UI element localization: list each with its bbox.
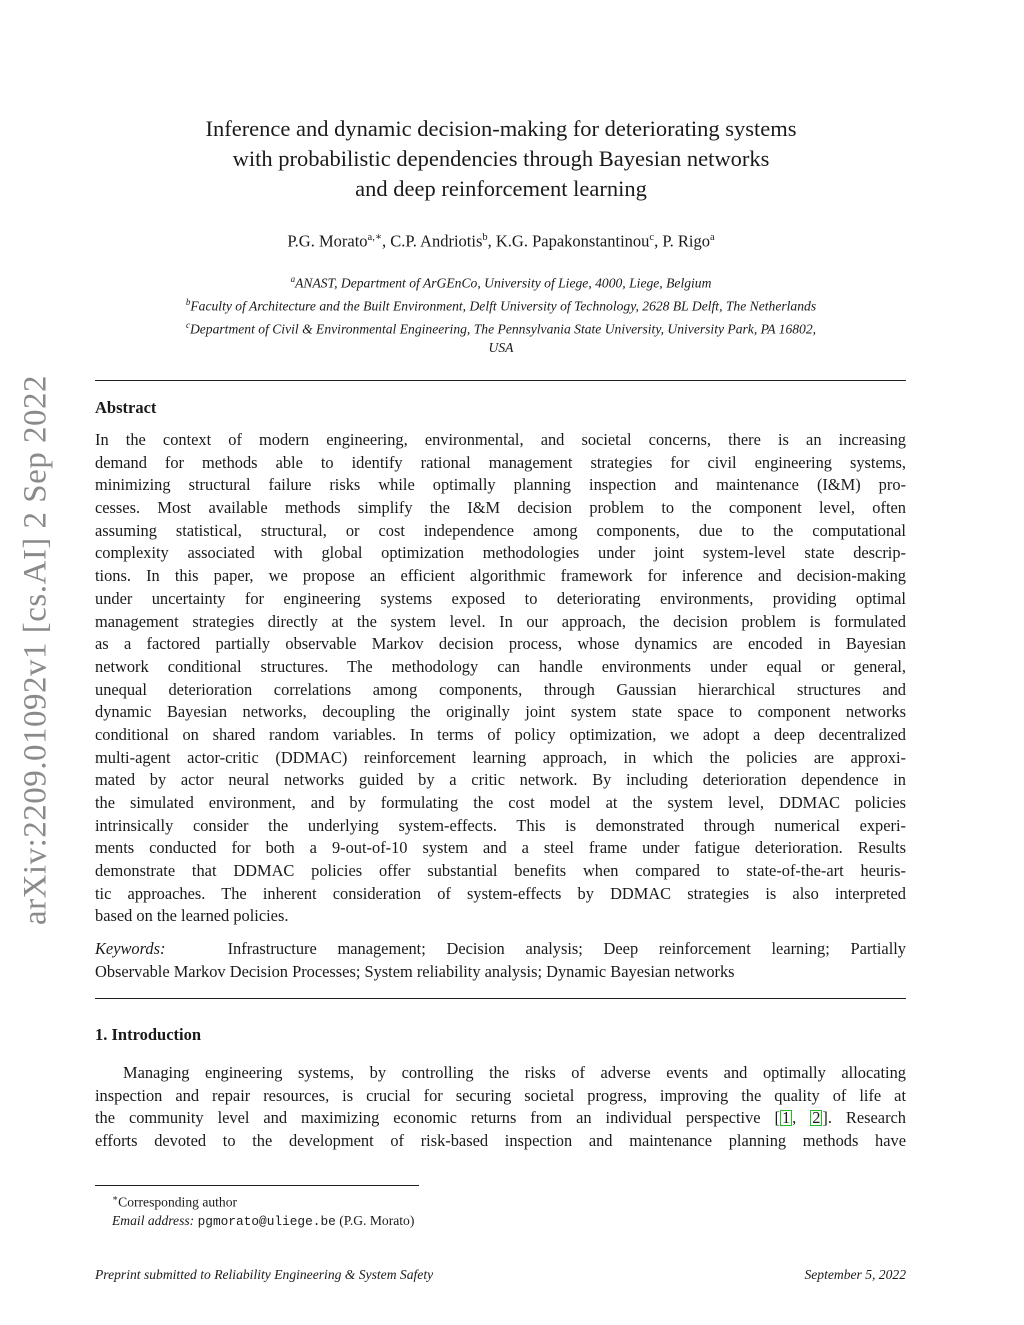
abstract-line: cesses. Most available methods simplify the I&M decision problem to the component level, often [95,498,906,518]
citation-link[interactable]: 2 [812,1108,821,1128]
email-link[interactable]: pgmorato@uliege.be [197,1214,336,1230]
abstract-line: demand for methods able to identify rational management strategies for civil engineering systems, [95,452,906,472]
abstract-line: network conditional structures. The methodology can handle environments under equal or general, [95,656,906,676]
author-affil-mark: a [710,232,715,243]
affiliations [96,270,906,358]
author-separator: , [654,231,663,251]
author-name: P. Rigo [662,231,711,251]
affiliation-text: Department of Civil & Environmental Engineering, The Pennsylvania State University, University Park, PA 16802, [189,321,817,337]
footnotes [112,1189,414,1232]
abstract-body [95,429,906,928]
abstract-heading: Abstract [95,398,157,417]
abstract-line: complexity associated with global optimization methodologies under joint system-level state descrip- [95,543,906,563]
email-label: Email address: [112,1213,195,1229]
abstract-line: dynamic Bayesian networks, decoupling the originally joint system state space to component networks [95,702,906,722]
title-line: Inference and dynamic decision-making for deteriorating systems [205,116,797,141]
affiliation-mark: c [185,320,190,331]
affiliation-text: ANAST, Department of ArGEnCo, University of Liege, 4000, Liege, Belgium [295,275,712,291]
abstract-line: intrinsically consider the underlying system-effects. This is demonstrated through numerical experi- [95,815,906,835]
intro-line: efforts devoted to the development of risk-based inspection and maintenance planning methods have [95,1131,906,1151]
affiliation [96,339,906,358]
author-name: C.P. Andriotis [390,231,483,251]
affiliation [96,316,906,339]
abstract-line: minimizing structural failure risks while optimally planning inspection and maintenance (I&M) pro- [95,475,906,495]
footnote-text: Corresponding author [118,1194,238,1210]
introduction-body [95,1062,906,1153]
citation-link[interactable]: 1 [781,1108,791,1128]
keywords-line [95,938,906,961]
abstract-line: multi-agent actor-critic (DDMAC) reinforcement learning approach, in which the policies are approxi- [95,747,906,767]
keywords-line: Observable Markov Decision Processes; System reliability analysis; Dynamic Bayesian networks [95,961,735,981]
section-heading-introduction: 1. Introduction [95,1025,202,1044]
keywords-block [95,938,906,983]
abstract-line: ments conducted for both a 9-out-of-10 system and a steel frame under fatigue deterioration. Results [95,838,906,858]
affiliation [96,293,906,316]
arxiv-identifier[interactable]: arXiv:2209.01092v1 [cs.AI] 2 Sep 2022 [17,374,54,926]
affiliation-text: USA [488,340,514,356]
keywords-text: Infrastructure management; Decision analysis; Deep reinforcement learning; Partially [227,939,906,958]
author-name: K.G. Papakonstantinou [495,231,650,251]
title-line: with probabilistic dependencies through Bayesian networks [232,146,770,171]
abstract-line: tions. In this paper, we propose an efficient algorithmic framework for inference and decision-making [95,566,906,586]
author-affil-mark: c [649,232,655,243]
abstract-line: unequal deterioration correlations among components, through Gaussian hierarchical structures and [95,679,906,699]
title-line: and deep reinforcement learning [355,176,647,201]
author-affil-mark: a,∗ [367,232,382,243]
abstract-line: tic approaches. The inherent consideration of system-effects by DDMAC strategies is also interpreted [95,883,906,903]
footnote-mark: ∗ [112,1193,119,1203]
footnote-email [112,1212,414,1232]
paper-title [96,114,906,204]
preprint-notice: Preprint submitted to Reliability Engineering & System Safety [95,1267,434,1282]
intro-line: Managing engineering systems, by controlling the risks of adverse events and optimally allocating [123,1063,906,1082]
author-separator: , [487,231,496,251]
abstract-line: mated by actor neural networks guided by a critic network. By including deterioration dependence in [95,770,906,790]
abstract-line: the simulated environment, and by formulating the cost model at the system level, DDMAC policies [95,793,906,812]
author-list [96,231,906,252]
preprint-date: September 5, 2022 [804,1267,906,1282]
affiliation-text: Faculty of Architecture and the Built Environment, Delft University of Technology, 2628 BL Delft, The Netherlands [190,298,817,314]
affiliation [96,270,906,293]
author-separator: , [381,231,391,251]
intro-line-text: the community level and maximizing economic returns from an individual perspective [95,1108,761,1128]
email-owner: (P.G. Morato) [339,1213,415,1229]
intro-line-text: . Research [827,1108,906,1128]
keywords-label: Keywords: [95,939,166,958]
abstract-line: demonstrate that DDMAC policies offer substantial benefits when compared to state-of-the-art heuris- [95,861,906,881]
footnote-corresponding [112,1189,414,1212]
affiliation-mark: b [185,297,191,308]
intro-line: the community level and maximizing economic returns from an individual perspective [ 1 , 2 ]. Research [95,1108,906,1128]
author-affil-mark: b [482,232,488,243]
footnote-rule [95,1185,419,1186]
intro-line: inspection and repair resources, is crucial for securing societal progress, improving the quality of life at [95,1085,906,1105]
abstract-line: as a factored partially observable Markov decision process, whose dynamics are encoded in Bayesian [95,634,906,654]
abstract-line: assuming statistical, structural, or cost independence among components, due to the computational [95,520,906,540]
abstract-line: based on the learned policies. [95,906,289,926]
abstract-line: under uncertainty for engineering systems exposed to deteriorating environments, providing optimal [95,588,906,608]
author-name: P.G. Morato [287,231,368,251]
abstract-line: management strategies directly at the system level. In our approach, the decision problem is formulated [95,611,906,631]
abstract-top-rule [95,380,906,381]
affiliation-mark: a [290,274,296,284]
abstract-line: In the context of modern engineering, environmental, and societal concerns, there is an increasing [95,430,906,449]
abstract-bottom-rule [95,998,906,999]
abstract-line: conditional on shared random variables. In terms of policy optimization, we adopt a deep decentralized [95,724,906,744]
